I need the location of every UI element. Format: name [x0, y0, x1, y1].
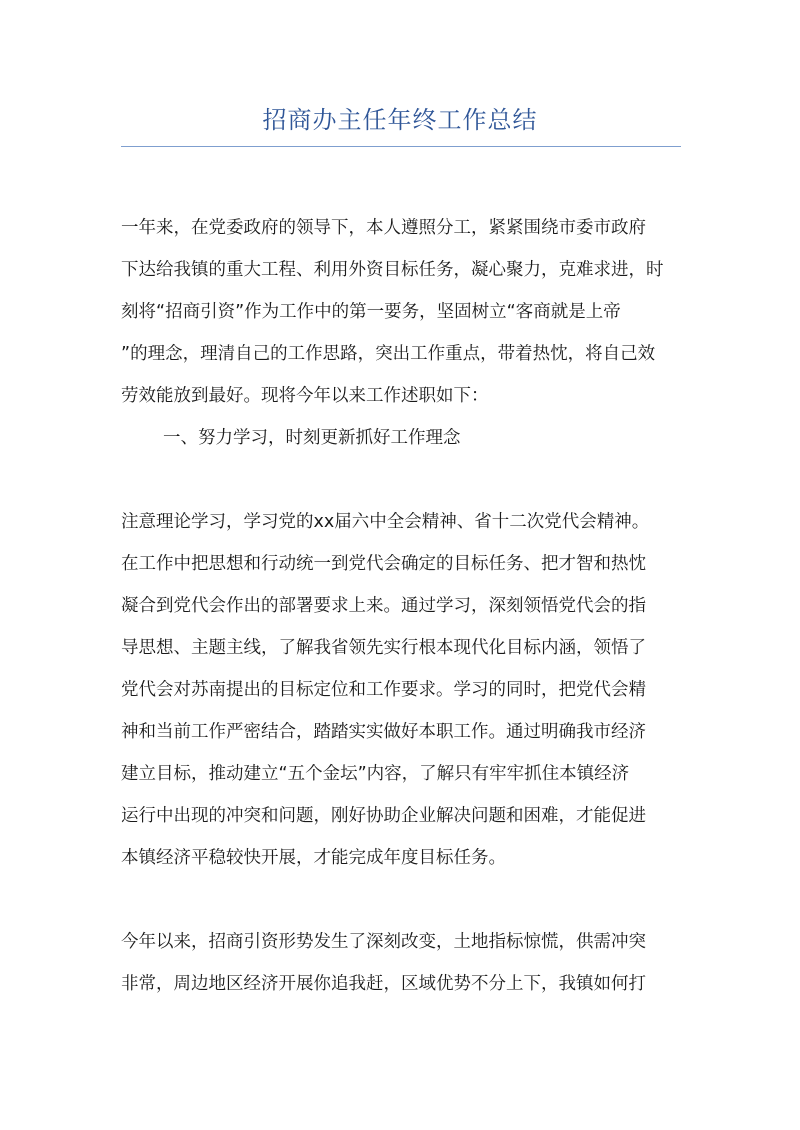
- paragraph-1-line-3: 刻将“招商引资”作为工作中的第一要务，坚固树立“客商就是上帝: [121, 302, 621, 322]
- paragraph-2-line-3: 凝合到党代会作出的部署要求上来。通过学习，深刻领悟党代会的指: [121, 596, 646, 616]
- paragraph-2-line-9: 本镇经济平稳较快开展，才能完成年度目标任务。: [121, 848, 506, 868]
- paragraph-2-line-8: 运行中出现的冲突和问题，刚好协助企业解决问题和困难，才能促进: [121, 806, 646, 826]
- paragraph-1-line-2: 下达给我镇的重大工程、利用外资目标任务，凝心聚力，克难求进，时: [121, 260, 664, 280]
- paragraph-3-line-1: 今年以来，招商引资形势发生了深刻改变，土地指标惊慌，供需冲突: [121, 932, 646, 952]
- paragraph-2-line-1: 注意理论学习，学习党的xx届六中全会精神、省十二次党代会精神。: [121, 512, 650, 532]
- paragraph-1-line-4: ”的理念，理清自己的工作思路，突出工作重点，带着热忱，将自己效: [121, 344, 656, 364]
- paragraph-2-line-2: 在工作中把思想和行动统一到党代会确定的目标任务、把才智和热忱: [121, 554, 646, 574]
- paragraph-2-line-6: 神和当前工作严密结合，踏踏实实做好本职工作。通过明确我市经济: [121, 722, 646, 742]
- paragraph-2-line-5: 党代会对苏南提出的目标定位和工作要求。学习的同时，把党代会精: [121, 680, 646, 700]
- title-divider: [121, 146, 681, 147]
- paragraph-1-line-1: 一年来，在党委政府的领导下，本人遵照分工，紧紧围绕市委市政府: [121, 218, 646, 238]
- paragraph-2-line-7: 建立目标，推动建立“五个金坛”内容，了解只有牢牢抓住本镇经济: [121, 764, 630, 784]
- paragraph-1-line-5: 劳效能放到最好。现将今年以来工作述职如下：: [121, 386, 489, 406]
- paragraph-2-line-4: 导思想、主题主线，了解我省领先实行根本现代化目标内涵，领悟了: [121, 638, 646, 658]
- document-title: 招商办主任年终工作总结: [262, 106, 538, 134]
- section-heading-1: 一、努力学习，时刻更新抓好工作理念: [163, 428, 461, 448]
- paragraph-3-line-2: 非常，周边地区经济开展你追我赶，区域优势不分上下，我镇如何打: [121, 974, 646, 994]
